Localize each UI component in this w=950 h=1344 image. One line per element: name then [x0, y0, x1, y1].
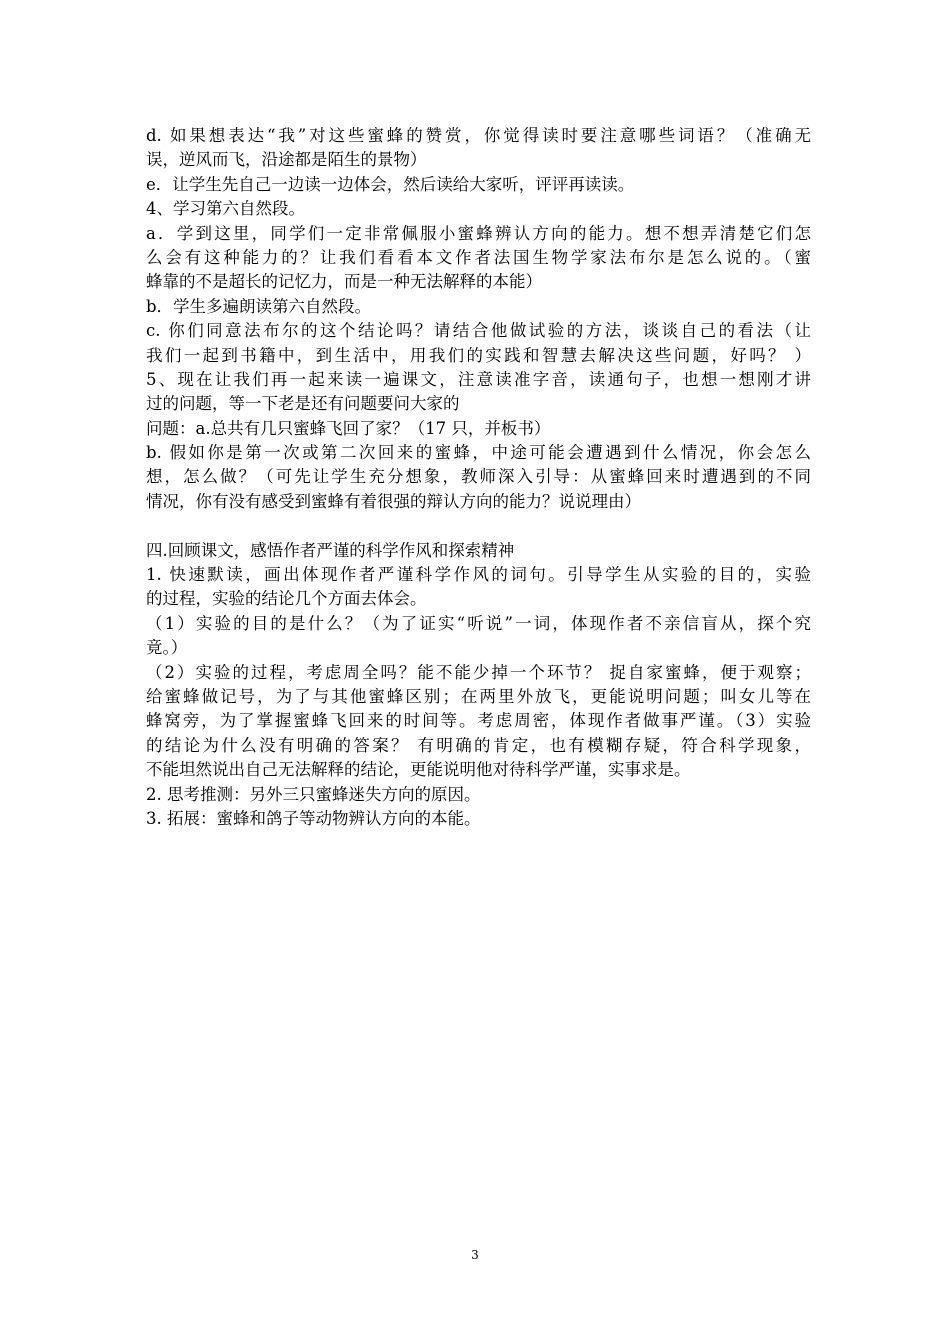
text-line: 1. 快速默读，画出体现作者严谨科学作风的词句。引导学生从实验的目的，实验	[146, 565, 811, 585]
blank-line	[146, 514, 811, 538]
text-line: （1）实验的目的是什么？（为了证实“听说”一词，体现作者不亲信盲从，探个究	[146, 613, 811, 633]
text-line: 想，怎么做？（可先让学生充分想象，教师深入引导：从蜜蜂回来时遭遇到的不同	[146, 467, 811, 487]
text-line: 蜂靠的不是超长的记忆力，而是一种无法解释的本能）	[146, 272, 542, 292]
text-line: e．让学生先自己一边读一边体会，然后读给大家听，评评再读读。	[146, 174, 635, 194]
text-line: 误，逆风而飞，沿途都是陌生的景物）	[146, 150, 427, 170]
text-line: 我们一起到书籍中，到生活中，用我们的实践和智慧去解决这些问题，好吗？ ）	[146, 345, 811, 365]
text-line: 5、现在让我们再一起来读一遍课文，注意读准字音，读通句子，也想一想刚才讲	[146, 369, 811, 389]
text-line: 的结论为什么没有明确的答案？ 有明确的肯定，也有模糊存疑，符合科学现象，	[146, 735, 811, 755]
text-line: 的过程，实验的结论几个方面去体会。	[146, 589, 427, 609]
text-line: c. 你们同意法布尔的这个结论吗？请结合他做试验的方法，谈谈自己的看法（让	[146, 321, 811, 341]
text-line: 竟。）	[146, 638, 188, 658]
text-line: （2）实验的过程，考虑周全吗？能不能少掉一个环节？ 捉自家蜜蜂，便于观察；	[146, 662, 811, 682]
text-line: 给蜜蜂做记号，为了与其他蜜蜂区别；在两里外放飞，更能说明问题；叫女儿等在	[146, 686, 811, 706]
text-line: 情况，你有没有感受到蜜蜂有着很强的辩认方向的能力？说说理由）	[146, 491, 641, 511]
page-number: 3	[471, 1248, 479, 1262]
text-line: 4、学习第六自然段。	[146, 199, 305, 219]
text-line: 2. 思考推测：另外三只蜜蜂迷失方向的原因。	[146, 784, 481, 804]
document-body	[146, 124, 811, 831]
text-line: 蜂窝旁，为了掌握蜜蜂飞回来的时间等。考虑周密，体现作者做事严谨。（3）实验	[146, 711, 811, 731]
section-heading: 四.回顾课文，感悟作者严谨的科学作风和探索精神	[146, 540, 515, 560]
text-line: b. 假如你是第一次或第二次回来的蜜蜂，中途可能会遭遇到什么情况，你会怎么	[146, 443, 811, 463]
text-line: 过的问题，等一下老是还有问题要问大家的	[146, 394, 460, 414]
text-line: d. 如果想表达“我”对这些蜜蜂的赞赏，你觉得读时要注意哪些词语？（准确无	[146, 126, 811, 145]
text-line: 3. 拓展：蜜蜂和鸽子等动物辨认方向的本能。	[146, 808, 481, 828]
text-line: 么会有这种能力的？让我们看看本文作者法国生物学家法布尔是怎么说的。（蜜	[146, 247, 811, 267]
text-line: 问题：a.总共有几只蜜蜂飞回了家？（17 只，并板书）	[146, 418, 551, 438]
text-line: a．学到这里，同学们一定非常佩服小蜜蜂辨认方向的能力。想不想弄清楚它们怎	[146, 223, 811, 243]
text-line: 不能坦然说出自己无法解释的结论，更能说明他对待科学严谨，实事求是。	[146, 760, 691, 780]
text-line: b．学生多遍朗读第六自然段。	[146, 296, 372, 316]
